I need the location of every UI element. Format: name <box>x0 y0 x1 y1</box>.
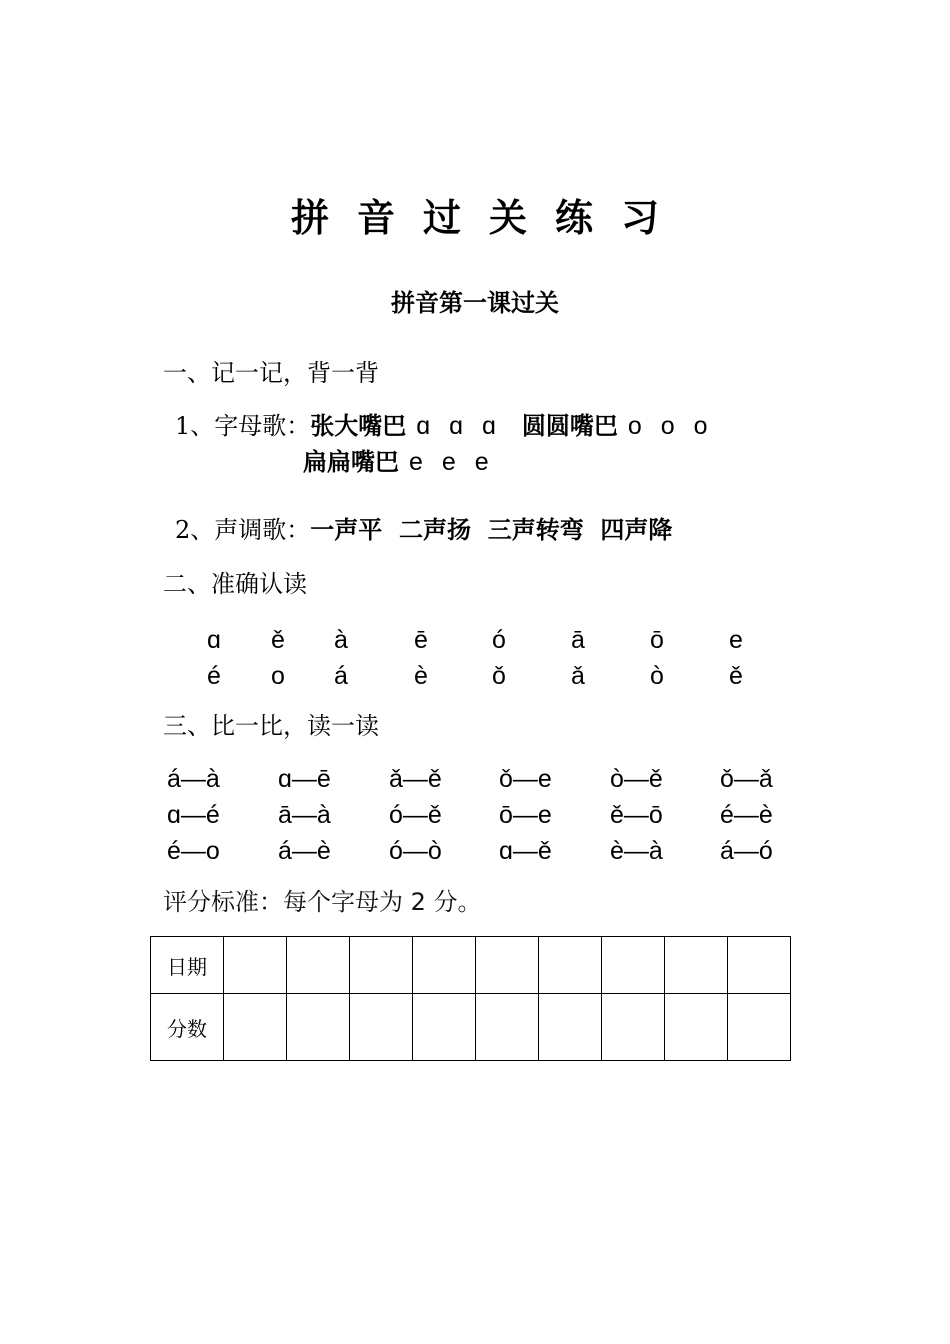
score-cell[interactable] <box>287 994 350 1061</box>
scoring-note: 评分标准：每个字母为 2 分。 <box>163 888 482 916</box>
pinyin-letter: ǎ <box>571 662 585 690</box>
pinyin-a: ɑ ɑ ɑ <box>416 412 502 440</box>
page-title: 拼音过关练习 <box>290 196 687 240</box>
score-table <box>150 936 791 1061</box>
pinyin-letter: ó <box>492 626 506 654</box>
alphabet-song-prefix: 1、字母歌： <box>175 412 311 440</box>
date-cell[interactable] <box>287 937 350 994</box>
pinyin-letter: ě <box>271 626 285 654</box>
score-cell[interactable] <box>728 994 791 1061</box>
phrase-o: 圆圆嘴巴 <box>521 412 618 440</box>
pinyin-letter: ě <box>729 662 743 690</box>
date-label: 日期 <box>151 937 224 994</box>
pinyin-pair: ǒ—e <box>499 765 552 793</box>
pinyin-pair: ò—ě <box>610 765 663 793</box>
date-cell[interactable] <box>413 937 476 994</box>
date-cell[interactable] <box>602 937 665 994</box>
date-cell[interactable] <box>350 937 413 994</box>
pinyin-letter: ǒ <box>492 662 506 690</box>
section2-heading: 二、准确认读 <box>163 570 307 598</box>
score-cell[interactable] <box>350 994 413 1061</box>
pinyin-pair: ɑ—ē <box>278 765 331 793</box>
pinyin-pair: é—è <box>720 801 773 829</box>
section3-heading: 三、比一比，读一读 <box>163 712 379 740</box>
pinyin-o: o o o <box>627 412 714 440</box>
pinyin-pair: ě—ō <box>610 801 663 829</box>
pinyin-pair: é—o <box>167 837 220 865</box>
score-cell[interactable] <box>539 994 602 1061</box>
tone-song-prefix: 2、声调歌： <box>175 516 311 544</box>
pinyin-letter: ē <box>414 626 428 654</box>
date-cell[interactable] <box>665 937 728 994</box>
pinyin-pair: ā—à <box>278 801 331 829</box>
pinyin-pair: ǎ—ě <box>389 765 442 793</box>
pinyin-letter: ā <box>571 626 585 654</box>
phrase-e: 扁扁嘴巴 <box>303 448 399 476</box>
score-cell[interactable] <box>413 994 476 1061</box>
alphabet-song-line <box>175 408 734 444</box>
pinyin-letter: è <box>414 662 428 690</box>
pinyin-letter: ɑ <box>207 626 221 654</box>
pinyin-pair: ó—ě <box>389 801 442 829</box>
pinyin-pair: ǒ—ǎ <box>720 765 773 793</box>
pinyin-pair: ɑ—ě <box>499 837 552 865</box>
pinyin-pair: á—ó <box>720 837 773 865</box>
alphabet-song-line-2 <box>303 444 515 480</box>
pinyin-pair: ō—e <box>499 801 552 829</box>
score-cell[interactable] <box>665 994 728 1061</box>
pinyin-letter: o <box>271 662 285 690</box>
pinyin-pair: á—à <box>167 765 220 793</box>
read-grid <box>0 622 950 694</box>
date-row <box>151 937 791 994</box>
pinyin-letter: é <box>207 662 221 690</box>
pinyin-pair: è—à <box>610 837 663 865</box>
tone-song-text: 一声平 二声扬 三声转弯 四声降 <box>310 516 673 544</box>
pinyin-pair: á—è <box>278 837 331 865</box>
pinyin-e: e e e <box>409 448 495 476</box>
pinyin-letter: ò <box>650 662 664 690</box>
compare-grid <box>0 761 950 869</box>
pinyin-letter: à <box>334 626 348 654</box>
tone-song-line <box>175 512 672 548</box>
score-row <box>151 994 791 1061</box>
section1-heading: 一、记一记，背一背 <box>163 359 379 387</box>
date-cell[interactable] <box>728 937 791 994</box>
pinyin-pair: ɑ—é <box>167 801 220 829</box>
score-cell[interactable] <box>224 994 287 1061</box>
score-cell[interactable] <box>476 994 539 1061</box>
date-cell[interactable] <box>476 937 539 994</box>
lesson-subtitle: 拼音第一课过关 <box>391 289 559 317</box>
date-cell[interactable] <box>539 937 602 994</box>
pinyin-letter: e <box>729 626 743 654</box>
phrase-a: 张大嘴巴 <box>310 412 407 440</box>
pinyin-pair: ó—ò <box>389 837 442 865</box>
date-cell[interactable] <box>224 937 287 994</box>
pinyin-letter: á <box>334 662 348 690</box>
pinyin-letter: ō <box>650 626 664 654</box>
score-label: 分数 <box>151 994 224 1061</box>
score-cell[interactable] <box>602 994 665 1061</box>
